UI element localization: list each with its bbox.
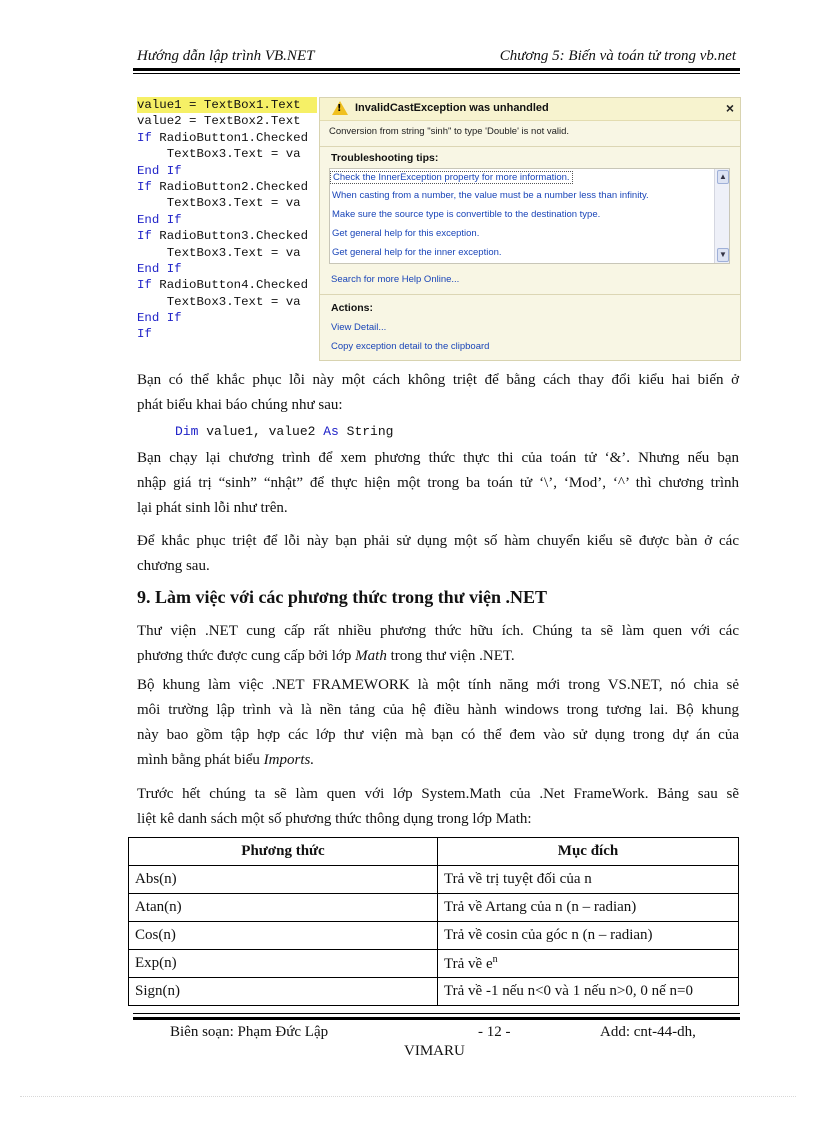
code-line: If [137,327,152,342]
tips-heading: Troubleshooting tips: [331,152,439,164]
table-cell: Exp(n) [129,950,438,978]
code-line: value2 = TextBox2.Text [137,114,301,129]
table-header: Mục đích [438,838,739,866]
paragraph [137,673,739,773]
code-editor [137,97,317,359]
header-left: Hướng dẫn lập trình VB.NET [137,48,315,64]
table-header: Phương thức [129,838,438,866]
code-line: End If [137,261,182,276]
text-line: Bạn có thể khắc phục lỗi này một cách không triệt để bằng cách thay đổi kiểu hai biến ở [137,372,739,388]
code-line: TextBox3.Text = va [137,245,301,260]
code-line: End If [137,311,182,326]
page-edge-divider [20,1096,796,1097]
math-methods-table [128,837,739,1006]
section-heading: 9. Làm việc với các phương thức trong thư viện .NET [137,587,548,607]
scroll-up-icon[interactable]: ▲ [717,170,729,184]
text-line: Thư viện .NET cung cấp rất nhiều phương thức hữu ích. Chúng ta sẽ làm quen với các [137,623,739,639]
code-line: TextBox3.Text = va [137,147,301,162]
text-line: Bạn chạy lại chương trình để xem phương thức thực thi của toán tử ‘&’. Nhưng nếu bạn [137,450,739,466]
table-cell: Trả về Artang của n (n – radian) [438,894,739,922]
search-help-link[interactable]: Search for more Help Online... [331,274,460,285]
text-line: liệt kê danh sách một số phương thức thông dụng trong lớp Math: [137,811,532,827]
text-line: mình bằng phát biểu Imports. [137,752,315,768]
code-line: End If [137,212,182,227]
text-line: Để khắc phục triệt để lỗi này bạn phải sử dụng một số hàm chuyển kiểu sẽ được bàn ở các [137,533,739,549]
paragraph [137,782,739,832]
table-cell: Trả về $e^n$ [438,950,739,978]
header-rule-thin [133,73,740,74]
text-line: môi trường lập trình và là nền tảng của hệ điều hành windows trong tương lai. Bộ khung [137,702,739,718]
text-line: lại phát sinh lỗi như trên. [137,500,288,516]
table-cell: Abs(n) [129,866,438,894]
code-line: TextBox3.Text = va [137,196,301,211]
code-line: End If [137,163,182,178]
dialog-titlebar [320,98,740,121]
text-line: Bộ khung làm việc .NET FRAMEWORK là một tính năng mới trong VS.NET, nó chia sẻ [137,677,739,693]
text-line: chương sau. [137,558,210,574]
text-line: nhập giá trị “sinh” “nhật” để thực hiện một trong ba toán tử ‘\’, ‘Mod’, ‘^’ thì chương trình [137,475,739,491]
table-row [129,922,739,950]
view-detail-link[interactable]: View Detail... [331,322,387,333]
footer-author: Biên soạn: Phạm Đức Lập [170,1024,329,1040]
tip-link[interactable]: Get general help for the inner exception. [332,247,502,258]
table-row [129,950,739,978]
warning-icon-mark: ! [337,103,342,114]
table-row [129,866,739,894]
text-line: Trước hết chúng ta sẽ làm quen với lớp System.Math của .Net FrameWork. Bảng sau sẽ [137,786,739,802]
footer-address-line2: VIMARU [404,1043,465,1059]
code-line: value1 = TextBox1.Text [137,97,317,113]
table-cell: Atan(n) [129,894,438,922]
paragraph [137,619,739,669]
table-cell: Trả về cosin của góc n (n – radian) [438,922,739,950]
tip-link[interactable]: When casting from a number, the value must be a number less than infinity. [332,190,649,201]
table-cell: Trả về -1 nếu n<0 và 1 nếu n>0, 0 nế n=0 [438,978,739,1006]
footer-address: Add: cnt-44-dh, [600,1024,696,1040]
actions-heading: Actions: [331,302,373,314]
dialog-title: InvalidCastException was unhandled [355,102,549,114]
exception-message: Conversion from string "sinh" to type 'Double' is not valid. [329,126,570,137]
paragraph [137,446,739,521]
code-line: If RadioButton2.Checked [137,179,309,194]
code-line: If RadioButton4.Checked [137,278,309,293]
table-header-row [129,838,739,866]
code-line: If RadioButton3.Checked [137,229,309,244]
scroll-down-icon[interactable]: ▼ [717,248,729,262]
page-number: - 12 - [478,1024,511,1040]
tips-list [329,168,730,264]
tip-link[interactable]: Get general help for this exception. [332,228,480,239]
header-rule [133,68,740,71]
dim-statement: Dim value1, value2 As String [175,424,394,439]
code-line: If RadioButton1.Checked [137,130,309,145]
divider [320,294,740,295]
table-row [129,894,739,922]
table-row [129,978,739,1006]
tip-link[interactable]: Make sure the source type is convertible to the destination type. [332,209,601,220]
table-cell: Cos(n) [129,922,438,950]
table-cell: Sign(n) [129,978,438,1006]
table-cell: Trả về trị tuyệt đối của n [438,866,739,894]
paragraph [137,529,739,579]
text-line: phát biểu khai báo chúng như sau: [137,397,343,413]
paragraph [137,368,739,418]
text-line: phương thức được cung cấp bởi lớp Math trong thư viện .NET. [137,648,515,664]
copy-detail-link[interactable]: Copy exception detail to the clipboard [331,341,490,352]
close-icon[interactable]: × [725,100,734,116]
exception-dialog [319,97,741,361]
header-right: Chương 5: Biến và toán tử trong vb.net [499,48,736,64]
code-line: TextBox3.Text = va [137,294,301,309]
tip-link[interactable]: Check the InnerException property for more information. [330,171,573,184]
tips-scrollbar[interactable] [714,169,729,263]
footer-rule-thin [133,1013,740,1014]
footer-rule [133,1017,740,1020]
text-line: này bao gồm tập hợp các lớp thư viện mà bạn có thể đem vào sử dụng trong dự án của [137,727,739,743]
divider [320,146,740,147]
